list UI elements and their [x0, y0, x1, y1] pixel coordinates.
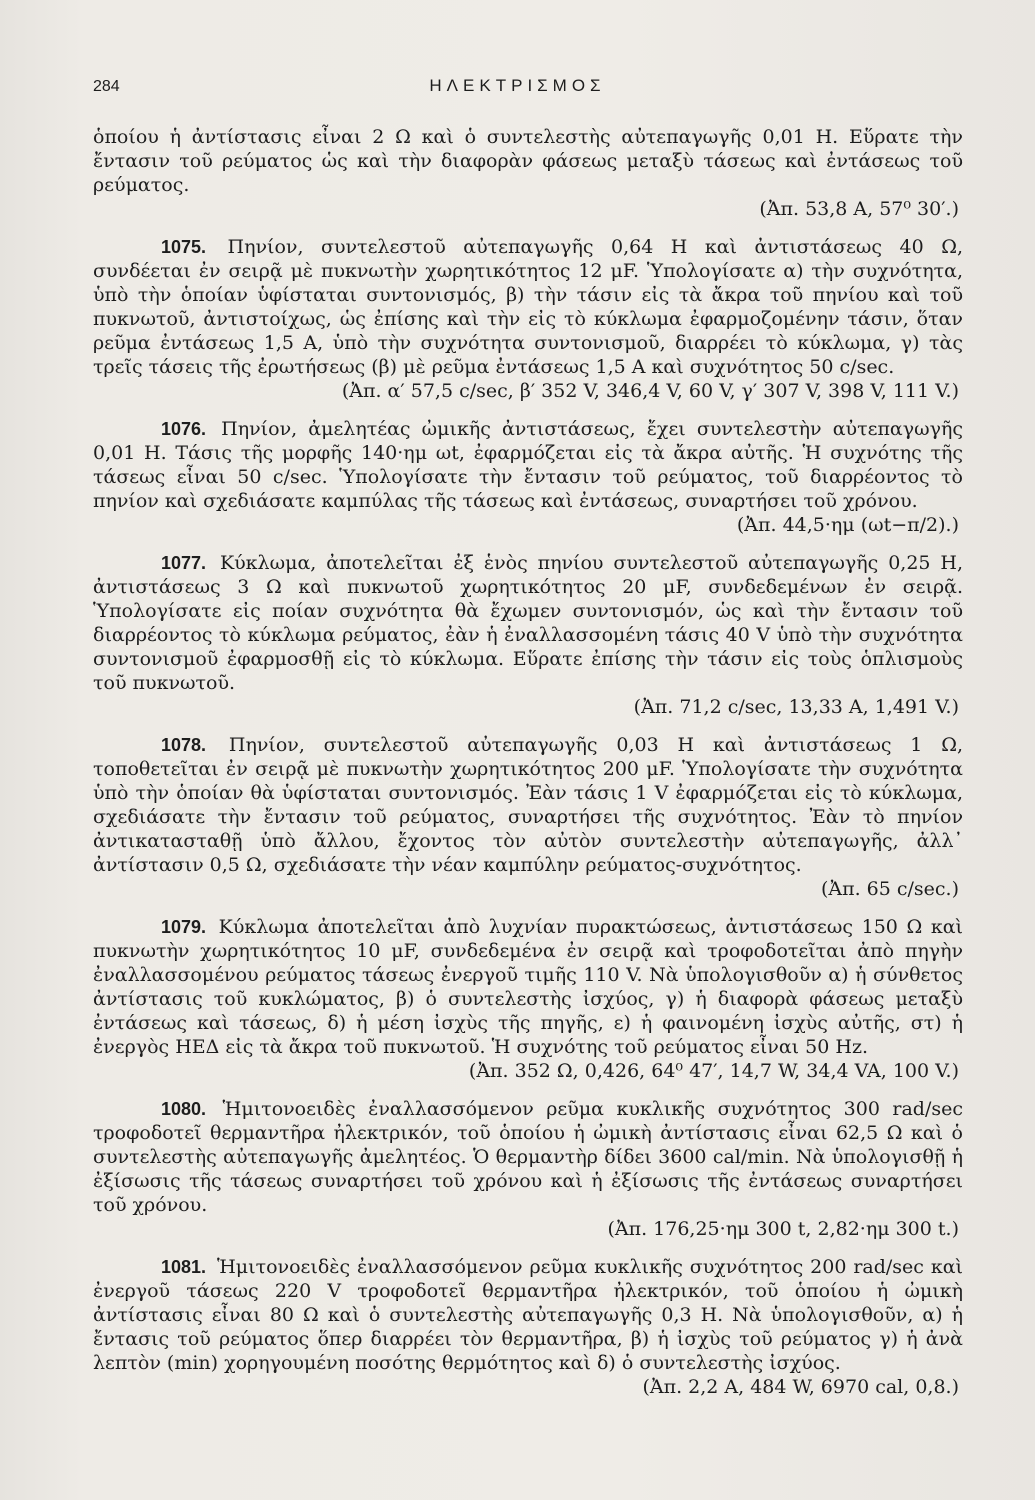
page-body: [93, 125, 963, 1399]
problem-text: Πηνίον, συντελεστοῦ αὐτεπαγωγῆς 0,03 Η καὶ ἀντιστάσεως 1 Ω, τοποθετεῖται ἐν σειρᾷ μὲ πυκνωτὴν χωρητικότητος 200 μF. Ὑπολογίσατε τὴν συχνότητα ὑπὸ τὴν ὁποίαν θὰ ὑφίσταται συντονισμός. Ἐὰν τάσις 1 V ἐφαρμόζεται εἰς τὸ κύκλωμα, σχεδιάσατε τὴν ἔντασιν τοῦ ρεύματος, συναρτήσει τῆς συχνότητος. Ἐὰν τὸ πηνίον ἀντικατασταθῇ ὑπὸ ἄλλου, ἔχοντος τὸν αὐτὸν συντελεστὴν αὐτεπαγωγῆς, ἀλλ᾽ ἀντίστασιν 0,5 Ω, σχεδιάσατε τὴν νέαν καμπύλην ρεύματος-συχνότητος.: [93, 734, 963, 876]
continuation-paragraph: [93, 125, 963, 221]
answer: (Ἀπ. 352 Ω, 0,426, 64⁰ 47′, 14,7 W, 34,4 VA, 100 V.): [468, 1060, 959, 1082]
problem-number: 1075.: [161, 237, 207, 257]
answer: (Ἀπ. α′ 57,5 c/sec, β′ 352 V, 346,4 V, 60 V, γ′ 307 V, 398 V, 111 V.): [341, 380, 959, 402]
answer: (Ἀπ. 44,5·ημ (ωt−π/2).): [736, 514, 959, 536]
problem-1080: [93, 1097, 963, 1241]
problem-text: Κύκλωμα ἀποτελεῖται ἀπὸ λυχνίαν πυρακτώσεως, ἀντιστάσεως 150 Ω καὶ πυκνωτὴν χωρητικότητος 10 μF, συνδεδεμένα ἐν σειρᾷ καὶ τροφοδοτεῖται ἀπὸ πηγὴν ἐναλλασσομένου ρεύματος τάσεως ἐνεργοῦ τιμῆς 110 V. Νὰ ὑπολογισθοῦν α) ἡ σύνθετος ἀντίστασις τοῦ κυκλώματος, β) ὁ συντελεστὴς ἰσχύος, γ) ἡ διαφορὰ φάσεως μεταξὺ ἐντάσεως καὶ τάσεως, δ) ἡ μέση ἰσχὺς τῆς πηγῆς, ε) ἡ φαινομένη ἰσχὺς αὐτῆς, στ) ἡ ἐνεργὸς ΗΕΔ εἰς τὰ ἄκρα τοῦ πυκνωτοῦ. Ἡ συχνότης τοῦ ρεύματος εἶναι 50 Hz.: [93, 916, 963, 1058]
answer: (Ἀπ. 71,2 c/sec, 13,33 Α, 1,491 V.): [633, 696, 959, 718]
problem-number: 1076.: [161, 419, 207, 439]
problem-text: Ἡμιτονοειδὲς ἐναλλασσόμενον ρεῦμα κυκλικῆς συχνότητος 200 rad/sec καὶ ἐνεργοῦ τάσεως 220 V τροφοδοτεῖ θερμαντῆρα ἠλεκτρικόν, τοῦ ὁποίου ἡ ὠμικὴ ἀντίστασις εἶναι 80 Ω καὶ ὁ συντελεστὴς αὐτεπαγωγῆς 0,3 Η. Νὰ ὑπολογισθοῦν, α) ἡ ἔντασις τοῦ ρεύματος ὅπερ διαρρέει τὸν θερμαντῆρα, β) ἡ ἰσχὺς τοῦ ρεύματος γ) ἡ ἀνὰ λεπτὸν (min) χορηγουμένη ποσότης θερμότητος καὶ δ) ὁ συντελεστὴς ἰσχύος.: [93, 1256, 963, 1374]
problem-number: 1077.: [161, 553, 207, 573]
answer: (Ἀπ. 176,25·ημ 300 t, 2,82·ημ 300 t.): [607, 1218, 959, 1240]
problem-1079: [93, 915, 963, 1083]
problem-1076: [93, 417, 963, 537]
problem-number: 1079.: [161, 917, 207, 937]
problem-text: Πηνίον, ἀμελητέας ὠμικῆς ἀντιστάσεως, ἔχει συντελεστὴν αὐτεπαγωγῆς 0,01 Η. Τάσις τῆς μορφῆς 140·ημ ωt, ἐφαρμόζεται εἰς τὰ ἄκρα αὐτῆς. Ἡ συχνότης τῆς τάσεως εἶναι 50 c/sec. Ὑπολογίσατε τὴν ἔντασιν τοῦ ρεύματος, τοῦ διαρρέοντος τὸ πηνίον καὶ σχεδιάσατε καμπύλας τῆς τάσεως καὶ ἐντάσεως, συναρτήσει τοῦ χρόνου.: [93, 418, 963, 512]
answer: (Ἀπ. 2,2 Α, 484 W, 6970 cal, 0,8.): [642, 1376, 959, 1398]
problem-number: 1081.: [161, 1257, 207, 1277]
continuation-text: ὁποίου ἡ ἀντίστασις εἶναι 2 Ω καὶ ὁ συντελεστὴς αὐτεπαγωγῆς 0,01 Η. Εὕρατε τὴν ἔντασιν τοῦ ρεύματος ὡς καὶ τὴν διαφορὰν φάσεως μεταξὺ τάσεως καὶ ἐντάσεως τοῦ ρεύματος.: [93, 126, 963, 196]
problem-number: 1080.: [161, 1099, 207, 1119]
problem-text: Πηνίον, συντελεστοῦ αὐτεπαγωγῆς 0,64 Η καὶ ἀντιστάσεως 40 Ω, συνδέεται ἐν σειρᾷ μὲ πυκνωτὴν χωρητικότητος 12 μF. Ὑπολογίσατε α) τὴν συχνότητα, ὑπὸ τὴν ὁποίαν ὑφίσταται συντονισμός, β) τὴν τάσιν εἰς τὰ ἄκρα τοῦ πηνίου καὶ τοῦ πυκνωτοῦ, ἀντιστοίχως, ὡς ἐπίσης καὶ τὴν εἰς τὸ κύκλωμα ἐφαρμοζομένην τάσιν, ὅταν ρεῦμα ἐντάσεως 1,5 Α, ὑπὸ τὴν συχνότητα συντονισμοῦ, διαρρέει τὸ κύκλωμα, γ) τὰς τρεῖς τάσεις τῆς ἐρωτήσεως (β) μὲ ρεῦμα ἐντάσεως 1,5 Α καὶ συχνότητος 50 c/sec.: [93, 236, 963, 378]
problem-text: Ἡμιτονοειδὲς ἐναλλασσόμενον ρεῦμα κυκλικῆς συχνότητος 300 rad/sec τροφοδοτεῖ θερμαντῆρα ἠλεκτρικόν, τοῦ ὁποίου ἡ ὠμικὴ ἀντίστασις εἶναι 62,5 Ω καὶ ὁ συντελεστὴς αὐτεπαγωγῆς ἀμελητέος. Ὁ θερμαντὴρ δίδει 3600 cal/min. Νὰ ὑπολογισθῇ ἡ ἐξίσωσις τῆς τάσεως συναρτήσει τοῦ χρόνου καὶ ἡ ἐξίσωσις τῆς ἐντάσεως συναρτήσει τοῦ χρόνου.: [93, 1098, 963, 1216]
problem-number: 1078.: [161, 735, 207, 755]
problem-1081: [93, 1255, 963, 1399]
problem-1075: [93, 235, 963, 403]
problem-1078: [93, 733, 963, 901]
running-head: ΗΛΕΚΤΡΙΣΜΟΣ: [429, 76, 606, 95]
page-number: 284: [93, 78, 120, 95]
problem-text: Κύκλωμα, ἀποτελεῖται ἐξ ἑνὸς πηνίου συντελεστοῦ αὐτεπαγωγῆς 0,25 Η, ἀντιστάσεως 3 Ω καὶ πυκνωτοῦ χωρητικότητος 20 μF, συνδεδεμένων ἐν σειρᾷ. Ὑπολογίσατε εἰς ποίαν συχνότητα θὰ ἔχωμεν συντονισμόν, ὡς καὶ τὴν ἔντασιν τοῦ διαρρέοντος τὸ κύκλωμα ρεύματος, ἐὰν ἡ ἐναλλασσομένη τάσις 40 V ὑπὸ τὴν συχνότητα συντονισμοῦ ἐφαρμοσθῇ εἰς τὸ κύκλωμα. Εὕρατε ἐπίσης τὴν τάσιν εἰς τοὺς ὁπλισμοὺς τοῦ πυκνωτοῦ.: [93, 552, 963, 694]
answer: (Ἀπ. 53,8 Α, 57⁰ 30′.): [759, 198, 959, 220]
answer: (Ἀπ. 65 c/sec.): [820, 878, 959, 900]
problem-1077: [93, 551, 963, 719]
